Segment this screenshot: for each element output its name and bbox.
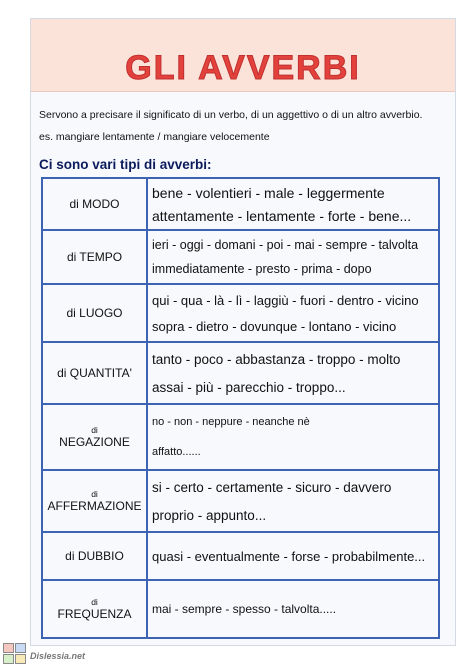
category-prefix: di [91,425,98,435]
example-line: qui - qua - là - lì - laggiù - fuori - dentro - vicino [152,292,419,308]
adverb-row [43,179,440,231]
infographic-card [30,18,456,646]
intro-example: es. mangiare lentamente / mangiare velocemente [39,131,270,143]
adverb-row [43,581,440,639]
category-label: di LUOGO [66,306,123,320]
example-line: ieri - oggi - domani - poi - mai - sempre - talvolta [152,238,419,252]
adverb-row [43,285,440,343]
example-line: attentamente - lentamente - forte - bene... [152,207,412,224]
category-label: di DUBBIO [65,549,124,563]
examples-cell [148,533,440,579]
section-subtitle: Ci sono vari tipi di avverbi: [39,157,212,172]
examples-cell [148,179,440,229]
examples-cell [148,343,440,403]
category-prefix: di [91,489,98,499]
title-band [31,19,455,92]
category-cell [43,405,148,469]
category-cell [43,343,148,403]
letter-blocks-icon [3,643,27,665]
example-line: bene - volentieri - male - leggermente [152,184,385,201]
example-line: mai - sempre - spesso - talvolta..... [152,602,337,616]
adverb-row [43,343,440,405]
category-cell [43,581,148,637]
logo-text: Dislessia.net [30,651,86,661]
example-line: si - certo - certamente - sicuro - davvero [152,479,392,495]
category-label: AFFERMAZIONE [47,499,142,513]
examples-cell [148,231,440,283]
example-line: quasi - eventualmente - forse - probabilmente... [152,548,426,564]
examples-cell [148,405,440,469]
category-prefix: di [91,597,98,607]
examples-cell [148,581,440,637]
example-line: tanto - poco - abbastanza - troppo - molto [152,351,401,367]
category-label: di QUANTITA' [57,366,132,380]
example-line: sopra - dietro - dovunque - lontano - vicino [152,318,397,334]
category-cell [43,285,148,341]
example-line: assai - più - parecchio - troppo... [152,379,346,395]
category-label: NEGAZIONE [59,435,130,449]
examples-cell [148,285,440,341]
category-cell [43,179,148,229]
example-line: proprio - appunto... [152,507,267,523]
adverb-row [43,471,440,533]
adverb-row [43,405,440,471]
category-label: di MODO [69,197,120,211]
example-line: immediatamente - presto - prima - dopo [152,262,372,276]
examples-cell [148,471,440,531]
category-cell [43,471,148,531]
adverb-row [43,231,440,285]
example-line: no - non - neppure - neanche nè [152,416,310,428]
page-title: GLI AVVERBI [125,49,361,87]
intro-definition: Servono a precisare il significato di un verbo, di un aggettivo o di un altro avverbio. [39,109,423,121]
category-label: di TEMPO [66,250,123,264]
adverb-row [43,533,440,581]
category-cell [43,533,148,579]
adverb-types-table [41,177,440,639]
category-label: FREQUENZA [57,607,132,621]
dislessia-logo [0,641,110,667]
example-line: affatto...... [152,446,201,458]
category-cell [43,231,148,283]
